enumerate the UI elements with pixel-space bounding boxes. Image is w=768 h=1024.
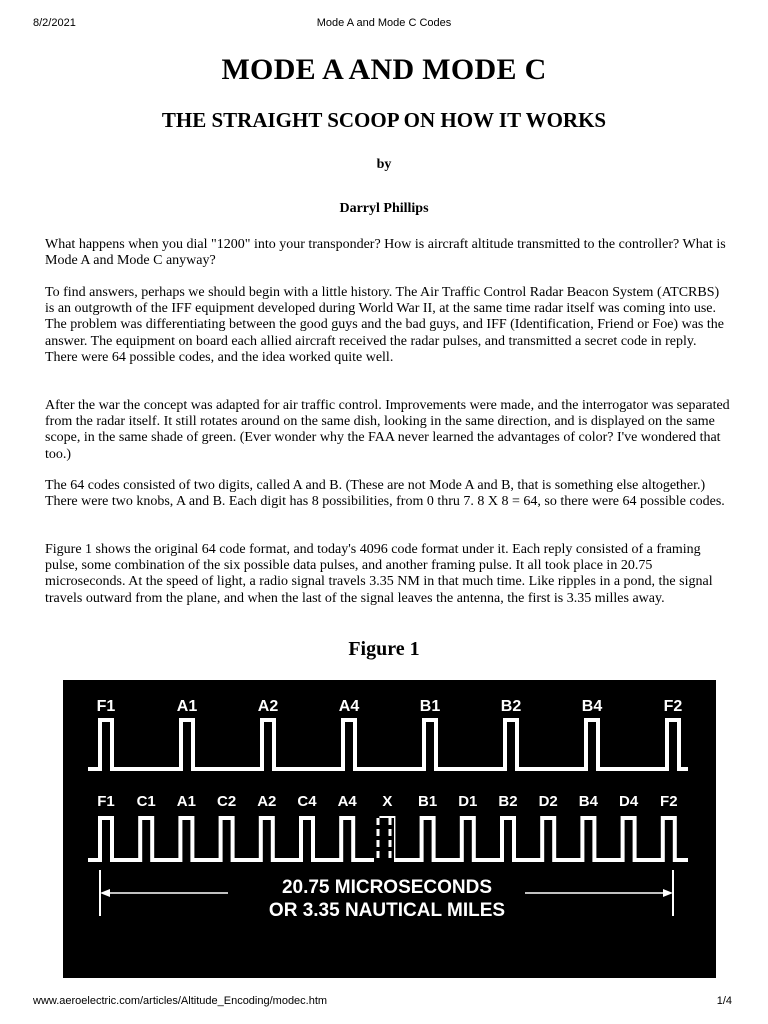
paragraph-history: To find answers, perhaps we should begin with a little history. The Air Traffic Control Radar Beacon System (ATCRBS) is an outgrowth of the IFF equipment developed during World War II, at the same time radar itself was coming into use. The problem was differentiating between the good guys and the bad guys, and IFF (Identification, Friend or Foe) was the answer. The equipment on board each allied aircraft received the radar pulses, and transmitted a secret code in reply. There were 64 possible codes, and the idea worked quite well. xyxy=(45,285,724,365)
print-page-title: Mode A and Mode C Codes xyxy=(316,17,452,29)
bottom-label-a4: A4 xyxy=(337,793,357,810)
bottom-label-f1: F1 xyxy=(97,793,115,810)
bottom-label-d4: D4 xyxy=(619,793,639,810)
caption-line-2: OR 3.35 NAUTICAL MILES xyxy=(268,900,506,921)
bottom-label-c4: C4 xyxy=(297,793,317,810)
bottom-label-c2: C2 xyxy=(217,793,237,810)
top-label-b2: B2 xyxy=(500,698,522,715)
bottom-label-c1: C1 xyxy=(136,793,156,810)
top-label-b4: B4 xyxy=(581,698,603,715)
print-date: 8/2/2021 xyxy=(33,17,76,29)
top-label-f2: F2 xyxy=(663,698,683,715)
top-label-a2: A2 xyxy=(257,698,279,715)
top-label-a1: A1 xyxy=(176,698,198,715)
bottom-label-d2: D2 xyxy=(538,793,558,810)
caption-line-1: 20.75 MICROSECONDS xyxy=(281,877,493,898)
paragraph-figure-description: Figure 1 shows the original 64 code format, and today's 4096 code format under it. Each reply consisted of a framing pulse, some combination of the six possible data pulses, and another framing pulse. It all took place in 20.75 microseconds. At the speed of light, a radio signal travels 3.35 NM in that much time. Like ripples in a pond, the signal travels outward from the plane, and when the last of the signal leaves the antenna, the first is 3.35 milles away. xyxy=(45,542,713,606)
author-name: Darryl Phillips xyxy=(339,201,429,216)
paragraph-64-codes: The 64 codes consisted of two digits, called A and B. (These are not Mode A and B, that is something else altogether.) There were two knobs, A and B. Each digit has 8 possibilities, from 0 thru 7. 8 X 8 = 64, so there were 64 possible codes. xyxy=(45,478,725,510)
bottom-label-x: X xyxy=(382,793,393,810)
figure-title: Figure 1 xyxy=(348,638,420,660)
top-label-f1: F1 xyxy=(96,698,116,715)
bottom-label-d1: D1 xyxy=(458,793,478,810)
bottom-label-f2: F2 xyxy=(660,793,678,810)
article-title: MODE A AND MODE C xyxy=(221,53,547,86)
top-label-b1: B1 xyxy=(419,698,441,715)
byline: by xyxy=(376,157,392,172)
paragraph-intro: What happens when you dial "1200" into your transponder? How is aircraft altitude transmitted to the controller? What is Mode A and Mode C anyway? xyxy=(45,237,726,269)
footer-url: www.aeroelectric.com/articles/Altitude_Encoding/modec.htm xyxy=(33,995,328,1007)
bottom-label-b4: B4 xyxy=(578,793,598,810)
bottom-label-a2: A2 xyxy=(257,793,277,810)
footer-page-number: 1/4 xyxy=(716,995,732,1007)
article-subtitle: THE STRAIGHT SCOOP ON HOW IT WORKS xyxy=(161,108,607,132)
paragraph-postwar: After the war the concept was adapted for air traffic control. Improvements were made, and the interrogator was separated from the radar itself. It still rotates around on the same dish, looking in the same direction, and is displayed on the same scope, in the same shade of green. (Ever wonder why the FAA never learned the advantages of color? I've wondered that too.) xyxy=(45,398,730,462)
pulse-diagram xyxy=(63,680,716,978)
bottom-label-b1: B1 xyxy=(418,793,438,810)
top-label-a4: A4 xyxy=(338,698,360,715)
bottom-label-a1: A1 xyxy=(176,793,196,810)
bottom-label-b2: B2 xyxy=(498,793,518,810)
